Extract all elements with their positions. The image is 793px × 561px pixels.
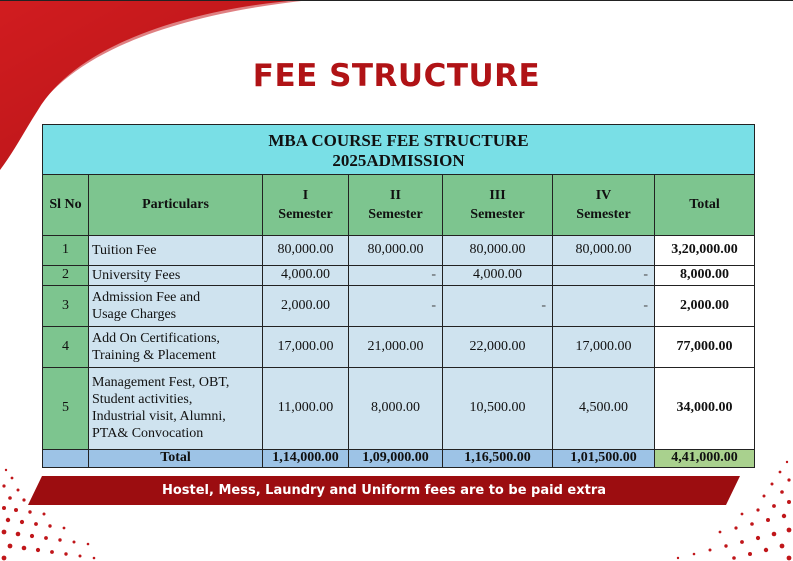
table-total-row [43,449,755,467]
row-sem4: 80,000.00 [553,235,655,266]
row-sl-no: 5 [43,367,89,449]
header-particulars: Particulars [89,175,263,235]
table-row [43,235,755,266]
header-sem1-numeral: I [302,187,309,203]
row-sem3: - [443,285,553,326]
row-particulars [89,367,263,449]
header-sem1-label: Semester [278,206,333,222]
row-sem2: 8,000.00 [349,367,443,449]
row-particulars [89,326,263,367]
table-row [43,285,755,326]
footer-banner-text: Hostel, Mess, Laundry and Uniform fees are to be paid extra [161,483,607,498]
row-total: 77,000.00 [655,326,755,367]
particulars-line: PTA& Convocation [92,426,204,442]
total-sem3: 1,16,500.00 [443,449,553,467]
particulars-line: Add On Certifications, [92,330,220,346]
row-total: 34,000.00 [655,367,755,449]
header-sem4 [553,175,655,235]
fee-structure-table [42,124,755,468]
particulars-line: Usage Charges [92,306,177,322]
table-row [43,367,755,449]
row-sem1: 17,000.00 [263,326,349,367]
header-sem3-label: Semester [470,206,525,222]
particulars-line: University Fees [92,267,181,283]
table-caption-title: MBA COURSE FEE STRUCTURE [268,130,529,150]
header-sem4-label: Semester [576,206,631,222]
header-sl-no: Sl No [43,175,89,235]
row-sem1: 80,000.00 [263,235,349,266]
row-sem4: 4,500.00 [553,367,655,449]
row-sem1: 11,000.00 [263,367,349,449]
particulars-line: Student activities, [92,392,193,408]
row-sem3: 10,500.00 [443,367,553,449]
row-total: 3,20,000.00 [655,235,755,266]
row-total: 8,000.00 [655,266,755,285]
row-sem4: 17,000.00 [553,326,655,367]
particulars-line: Admission Fee and [92,289,201,305]
particulars-line: Industrial visit, Alumni, [92,409,226,425]
header-sem1 [263,175,349,235]
table-caption [43,125,755,175]
header-sem4-numeral: IV [595,187,612,203]
row-sem4: - [553,285,655,326]
row-sl-no: 3 [43,285,89,326]
row-sem2: 80,000.00 [349,235,443,266]
table-caption-subtitle: 2025ADMISSION [332,150,465,170]
row-particulars [89,235,263,266]
header-sem2 [349,175,443,235]
header-sem3-numeral: III [489,187,506,203]
fee-table-container [42,124,754,468]
table-row [43,326,755,367]
row-sem1: 2,000.00 [263,285,349,326]
table-header-row [43,175,755,235]
row-sem3: 22,000.00 [443,326,553,367]
row-sl-no: 1 [43,235,89,266]
header-sem2-label: Semester [368,206,423,222]
particulars-line: Management Fest, OBT, [92,375,230,391]
page-title: FEE STRUCTURE [252,58,541,94]
particulars-line: Training & Placement [92,347,216,363]
row-sem3: 80,000.00 [443,235,553,266]
table-row [43,266,755,285]
total-row-label: Total [89,449,263,467]
row-sl-no: 4 [43,326,89,367]
total-sem1: 1,14,000.00 [263,449,349,467]
total-sem4: 1,01,500.00 [553,449,655,467]
header-sem2-numeral: II [390,187,401,203]
row-sem4: - [553,266,655,285]
row-sem2: - [349,285,443,326]
row-total: 2,000.00 [655,285,755,326]
row-sem1: 4,000.00 [263,266,349,285]
row-particulars [89,285,263,326]
row-particulars [89,266,263,285]
grand-total: 4,41,000.00 [655,449,755,467]
row-sem2: - [349,266,443,285]
row-sl-no: 2 [43,266,89,285]
header-total: Total [655,175,755,235]
total-row-sl-empty [43,449,89,467]
row-sem3: 4,000.00 [443,266,553,285]
particulars-line: Tuition Fee [92,242,157,258]
row-sem2: 21,000.00 [349,326,443,367]
header-sem3 [443,175,553,235]
total-sem2: 1,09,000.00 [349,449,443,467]
